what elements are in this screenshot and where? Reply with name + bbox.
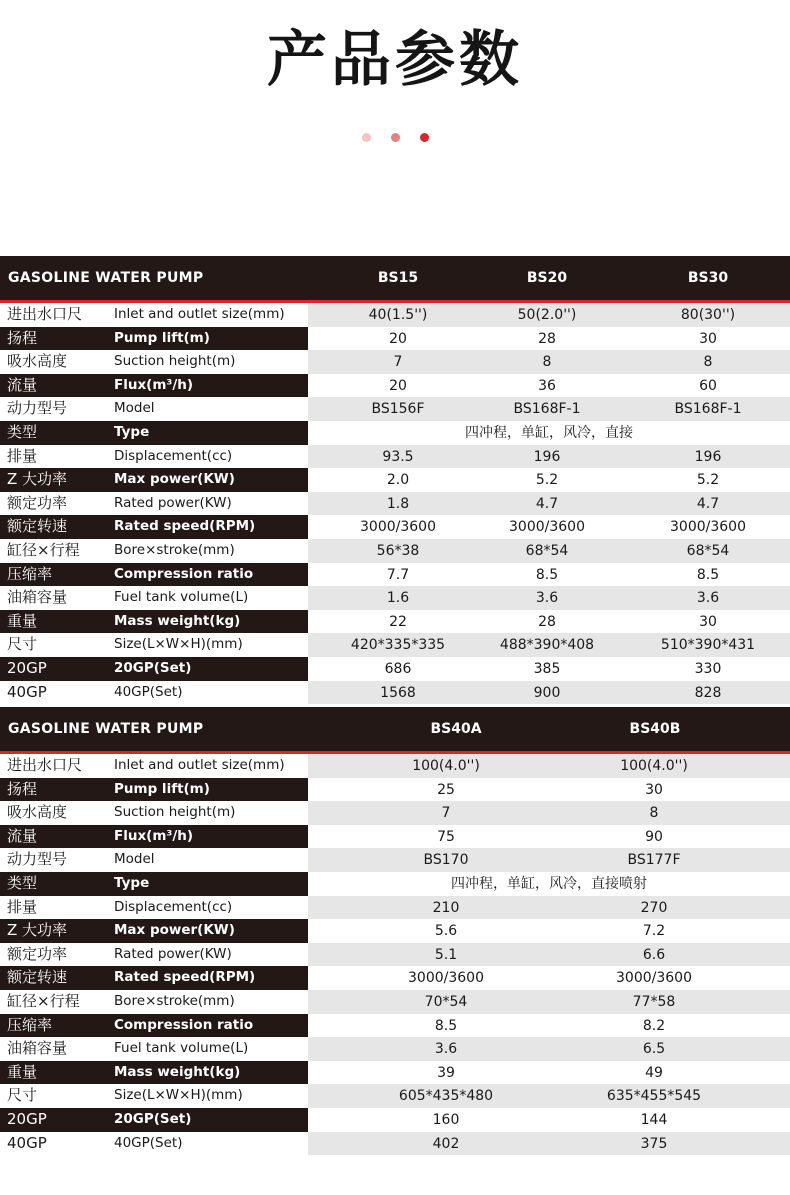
cell-value: 635*455*545 [606, 1088, 702, 1105]
model-column-header: BS20 [526, 270, 568, 286]
cell-value: 210 [432, 899, 460, 916]
cell-value: BS177F [627, 852, 681, 869]
table-row [0, 872, 790, 896]
row-label-en: Suction height(m) [108, 801, 308, 825]
cell-value: 22 [389, 613, 407, 630]
row-label-cn: 尺寸 [0, 1084, 108, 1108]
cell-value: 7.2 [642, 923, 666, 940]
cell-value: 8.2 [642, 1017, 666, 1034]
cell-value: 28 [538, 613, 556, 630]
cell-value: 1.6 [386, 590, 410, 607]
table-row [0, 397, 790, 421]
cell-value: 8 [649, 805, 659, 822]
row-label-en: 40GP(Set) [108, 681, 308, 705]
row-label-cn: 类型 [0, 421, 108, 445]
table-row [0, 610, 790, 634]
dot-light [362, 133, 371, 142]
row-label-cn: 扬程 [0, 778, 108, 802]
page-title: 产品参数 [267, 25, 523, 95]
row-label-en: Compression ratio [108, 1014, 308, 1038]
row-values [308, 754, 790, 778]
row-values [308, 801, 790, 825]
table-row [0, 303, 790, 327]
table-row [0, 350, 790, 374]
table-row [0, 801, 790, 825]
cell-value: 4.7 [535, 495, 559, 512]
cell-value: 3.6 [696, 590, 720, 607]
row-label-cn: 吸水高度 [0, 801, 108, 825]
row-values [308, 397, 790, 421]
cell-value: 77*58 [632, 993, 676, 1010]
row-label-cn: 尺寸 [0, 633, 108, 657]
row-label-cn: 压缩率 [0, 1014, 108, 1038]
row-values [308, 492, 790, 516]
table-row [0, 515, 790, 539]
cell-value: 49 [645, 1064, 663, 1081]
row-values [308, 681, 790, 705]
row-label-cn: 缸径×行程 [0, 990, 108, 1014]
table-row [0, 1108, 790, 1132]
cell-value: 100(4.0'') [620, 758, 688, 774]
cell-value: 375 [640, 1135, 668, 1152]
cell-value: 8.5 [696, 566, 720, 583]
cell-value: 3000/3600 [670, 519, 746, 536]
cell-value: 196 [694, 448, 722, 465]
cell-value: 402 [432, 1135, 460, 1152]
table-row [0, 848, 790, 872]
row-label-en: Rated speed(RPM) [108, 515, 308, 539]
cell-value: 40(1.5'') [368, 307, 428, 323]
cell-value: 8 [703, 354, 713, 371]
cell-value: 605*435*480 [398, 1088, 494, 1105]
row-values [308, 1084, 790, 1108]
row-values [308, 563, 790, 587]
row-label-en: Inlet and outlet size(mm) [108, 303, 308, 327]
row-values [308, 1061, 790, 1085]
row-values [308, 848, 790, 872]
row-values [308, 778, 790, 802]
cell-value: 828 [694, 684, 722, 701]
row-label-en: Rated power(KW) [108, 492, 308, 516]
cell-value: 20 [389, 330, 407, 347]
cell-value: 510*390*431 [660, 637, 756, 654]
row-label-cn: 动力型号 [0, 848, 108, 872]
row-label-cn: 缸径×行程 [0, 539, 108, 563]
cell-value: 68*54 [686, 542, 730, 559]
row-label-cn: 40GP [0, 681, 108, 705]
row-values [308, 610, 790, 634]
row-label-cn: 进出水口尺 [0, 754, 108, 778]
row-values [308, 966, 790, 990]
row-label-cn: 40GP [0, 1132, 108, 1156]
cell-value: 8 [542, 354, 552, 371]
row-label-en: Flux(m³/h) [108, 374, 308, 398]
cell-value: BS168F-1 [513, 401, 581, 418]
cell-value: 90 [645, 828, 663, 845]
row-value-span: 四冲程，单缸，风冷，直接 [465, 424, 633, 441]
cell-value: 5.1 [434, 946, 458, 963]
row-values [308, 445, 790, 469]
row-label-cn: 动力型号 [0, 397, 108, 421]
cell-value: 6.5 [642, 1041, 666, 1058]
row-label-cn: 压缩率 [0, 563, 108, 587]
cell-value: 68*54 [525, 542, 569, 559]
cell-value: 7 [441, 805, 451, 822]
table-header [0, 707, 790, 751]
table-row [0, 1014, 790, 1038]
row-values [308, 990, 790, 1014]
row-label-en: Type [108, 421, 308, 445]
model-column-header: BS30 [687, 270, 729, 286]
cell-value: 56*38 [376, 542, 420, 559]
cell-value: BS170 [423, 852, 469, 869]
cell-value: 8.5 [434, 1017, 458, 1034]
table-row [0, 657, 790, 681]
table-row [0, 374, 790, 398]
model-column-header: BS40B [629, 721, 681, 737]
cell-value: 3.6 [535, 590, 559, 607]
row-label-en: Bore×stroke(mm) [108, 539, 308, 563]
row-label-en: Rated power(KW) [108, 943, 308, 967]
table-row [0, 1132, 790, 1156]
row-label-en: Displacement(cc) [108, 896, 308, 920]
cell-value: 900 [533, 684, 561, 701]
row-label-cn: 排量 [0, 445, 108, 469]
row-label-en: Pump lift(m) [108, 778, 308, 802]
cell-value: 2.0 [386, 472, 410, 489]
row-values [308, 468, 790, 492]
row-label-cn: 额定功率 [0, 492, 108, 516]
row-label-cn: 额定转速 [0, 966, 108, 990]
row-values [308, 539, 790, 563]
cell-value: 70*54 [424, 993, 468, 1010]
table-row [0, 1084, 790, 1108]
table-row [0, 492, 790, 516]
pagination-dots [0, 133, 790, 142]
table-row [0, 1037, 790, 1061]
row-label-cn: Z 大功率 [0, 919, 108, 943]
table-row [0, 825, 790, 849]
row-label-en: 20GP(Set) [108, 1108, 308, 1132]
row-label-en: Max power(KW) [108, 468, 308, 492]
cell-value: 1.8 [386, 495, 410, 512]
row-values [308, 1132, 790, 1156]
row-label-cn: 吸水高度 [0, 350, 108, 374]
row-label-cn: 油箱容量 [0, 1037, 108, 1061]
row-label-en: Size(L×W×H)(mm) [108, 1084, 308, 1108]
cell-value: 3000/3600 [360, 519, 436, 536]
row-values [308, 1037, 790, 1061]
row-label-cn: 流量 [0, 825, 108, 849]
row-label-en: Bore×stroke(mm) [108, 990, 308, 1014]
row-label-en: Mass weight(kg) [108, 610, 308, 634]
cell-value: 39 [437, 1064, 455, 1081]
row-label-cn: 重量 [0, 1061, 108, 1085]
cell-value: 50(2.0'') [517, 307, 577, 323]
row-label-en: Flux(m³/h) [108, 825, 308, 849]
cell-value: 30 [699, 613, 717, 630]
table-header-title: GASOLINE WATER PUMP [8, 270, 204, 286]
table-row [0, 919, 790, 943]
cell-value: 5.2 [535, 472, 559, 489]
row-values [308, 872, 790, 896]
table-row [0, 1061, 790, 1085]
table-row [0, 468, 790, 492]
dot-medium [391, 133, 400, 142]
row-values [308, 350, 790, 374]
row-values [308, 657, 790, 681]
row-label-en: Type [108, 872, 308, 896]
row-label-en: Displacement(cc) [108, 445, 308, 469]
row-label-en: Size(L×W×H)(mm) [108, 633, 308, 657]
table-row [0, 681, 790, 705]
cell-value: 100(4.0'') [412, 758, 480, 774]
cell-value: BS156F [371, 401, 425, 418]
row-label-cn: 排量 [0, 896, 108, 920]
table-row [0, 754, 790, 778]
cell-value: 8.5 [535, 566, 559, 583]
cell-value: 488*390*408 [499, 637, 595, 654]
row-values [308, 421, 790, 445]
cell-value: 7.7 [386, 566, 410, 583]
cell-value: 686 [384, 660, 412, 677]
cell-value: 93.5 [382, 448, 414, 465]
cell-value: 30 [645, 781, 663, 798]
table-row [0, 943, 790, 967]
spec-table-2 [0, 707, 790, 1155]
row-values [308, 943, 790, 967]
row-label-cn: 油箱容量 [0, 586, 108, 610]
cell-value: 7 [393, 354, 403, 371]
cell-value: 385 [533, 660, 561, 677]
table-row [0, 586, 790, 610]
row-label-cn: 额定转速 [0, 515, 108, 539]
row-label-cn: 进出水口尺 [0, 303, 108, 327]
row-label-en: Inlet and outlet size(mm) [108, 754, 308, 778]
cell-value: 5.6 [434, 923, 458, 940]
cell-value: 270 [640, 899, 668, 916]
dot-active [420, 133, 429, 142]
row-label-en: Suction height(m) [108, 350, 308, 374]
row-label-en: 40GP(Set) [108, 1132, 308, 1156]
row-values [308, 303, 790, 327]
row-label-cn: 20GP [0, 1108, 108, 1132]
cell-value: 4.7 [696, 495, 720, 512]
cell-value: 30 [699, 330, 717, 347]
table-row [0, 896, 790, 920]
row-values [308, 896, 790, 920]
cell-value: 144 [640, 1111, 668, 1128]
row-values [308, 633, 790, 657]
cell-value: 25 [437, 781, 455, 798]
row-label-en: Mass weight(kg) [108, 1061, 308, 1085]
row-label-en: Fuel tank volume(L) [108, 586, 308, 610]
row-label-en: Pump lift(m) [108, 327, 308, 351]
row-values [308, 919, 790, 943]
cell-value: 36 [538, 377, 556, 394]
table-row [0, 778, 790, 802]
cell-value: 6.6 [642, 946, 666, 963]
cell-value: 80(30'') [680, 307, 736, 323]
cell-value: 3000/3600 [408, 970, 484, 987]
row-label-en: Model [108, 848, 308, 872]
cell-value: 20 [389, 377, 407, 394]
cell-value: 3.6 [434, 1041, 458, 1058]
table-row [0, 633, 790, 657]
table-row [0, 563, 790, 587]
cell-value: 3000/3600 [616, 970, 692, 987]
cell-value: BS168F-1 [674, 401, 742, 418]
table-header-title: GASOLINE WATER PUMP [8, 721, 204, 737]
row-label-cn: 重量 [0, 610, 108, 634]
row-label-en: 20GP(Set) [108, 657, 308, 681]
table-row [0, 421, 790, 445]
cell-value: 420*335*335 [350, 637, 446, 654]
cell-value: 3000/3600 [509, 519, 585, 536]
row-label-cn: 额定功率 [0, 943, 108, 967]
row-label-cn: 流量 [0, 374, 108, 398]
table-row [0, 966, 790, 990]
cell-value: 196 [533, 448, 561, 465]
row-value-span: 四冲程，单缸，风冷，直接喷射 [451, 875, 647, 892]
row-label-en: Fuel tank volume(L) [108, 1037, 308, 1061]
cell-value: 60 [699, 377, 717, 394]
row-values [308, 1014, 790, 1038]
row-label-cn: 20GP [0, 657, 108, 681]
row-label-cn: 类型 [0, 872, 108, 896]
row-values [308, 1108, 790, 1132]
row-values [308, 327, 790, 351]
cell-value: 75 [437, 828, 455, 845]
row-label-cn: Z 大功率 [0, 468, 108, 492]
table-row [0, 539, 790, 563]
row-values [308, 586, 790, 610]
table-row [0, 990, 790, 1014]
row-label-en: Compression ratio [108, 563, 308, 587]
row-label-cn: 扬程 [0, 327, 108, 351]
row-values [308, 374, 790, 398]
table-row [0, 445, 790, 469]
row-label-en: Rated speed(RPM) [108, 966, 308, 990]
cell-value: 1568 [380, 684, 416, 701]
row-values [308, 825, 790, 849]
cell-value: 28 [538, 330, 556, 347]
spec-table-1 [0, 256, 790, 704]
cell-value: 5.2 [696, 472, 720, 489]
row-label-en: Model [108, 397, 308, 421]
table-header [0, 256, 790, 300]
model-column-header: BS40A [430, 721, 482, 737]
cell-value: 160 [432, 1111, 460, 1128]
row-values [308, 515, 790, 539]
cell-value: 330 [694, 660, 722, 677]
row-label-en: Max power(KW) [108, 919, 308, 943]
model-column-header: BS15 [377, 270, 419, 286]
table-row [0, 327, 790, 351]
